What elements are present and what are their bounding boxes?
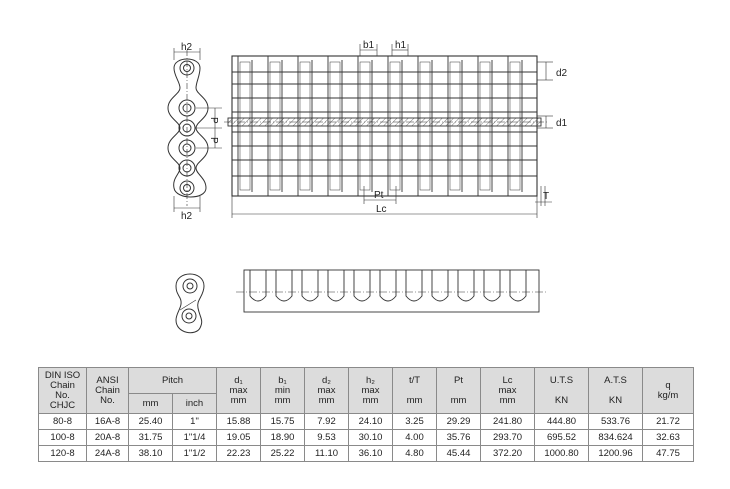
table-cell: 21.72 <box>643 414 694 430</box>
table-cell: 4.00 <box>393 430 437 446</box>
offset-link-plate <box>276 270 292 301</box>
table-cell: 4.80 <box>393 446 437 462</box>
label-p-lower: P <box>208 137 219 144</box>
header-q: q kg/m <box>643 368 694 414</box>
label-pt: Pt <box>374 190 384 201</box>
header-pitch-mm: mm <box>129 394 173 414</box>
label-h2-bottom: h2 <box>181 211 193 222</box>
table-cell: 18.90 <box>261 430 305 446</box>
header-d2: d₂ max mm <box>305 368 349 414</box>
lower-side-strand <box>236 270 547 312</box>
table-cell: 24A-8 <box>87 446 129 462</box>
table-cell: 1000.80 <box>535 446 589 462</box>
offset-link-plate <box>302 270 318 301</box>
label-d1: d1 <box>556 118 568 129</box>
header-pt: Pt mm <box>437 368 481 414</box>
table-cell: 22.23 <box>217 446 261 462</box>
label-b1: b1 <box>363 40 375 51</box>
table-cell: 32.63 <box>643 430 694 446</box>
offset-link-plate <box>484 270 500 301</box>
table-row <box>39 414 694 430</box>
table-cell: 444.80 <box>535 414 589 430</box>
header-ansi: ANSI Chain No. <box>87 368 129 414</box>
offset-link-plate <box>406 270 422 301</box>
table-cell: 100-8 <box>39 430 87 446</box>
table-cell: 293.70 <box>481 430 535 446</box>
offset-link-plate <box>432 270 448 301</box>
header-din: DIN ISO Chain No. CHJC <box>39 368 87 414</box>
table-cell: 1200.96 <box>589 446 643 462</box>
table-cell: 834.624 <box>589 430 643 446</box>
label-p-upper: P <box>208 117 219 124</box>
lower-side-link <box>176 274 204 333</box>
table-cell: 19.05 <box>217 430 261 446</box>
header-tt: t/T mm <box>393 368 437 414</box>
table-cell: 16A-8 <box>87 414 129 430</box>
table-cell: 1" <box>173 414 217 430</box>
header-b1: b₁ min mm <box>261 368 305 414</box>
table-cell: 1"1/4 <box>173 430 217 446</box>
label-d2: d2 <box>556 68 568 79</box>
table-cell: 15.88 <box>217 414 261 430</box>
offset-link-plate <box>510 270 526 301</box>
header-pitch: Pitch <box>129 368 217 394</box>
offset-link-plate <box>458 270 474 301</box>
table-cell: 35.76 <box>437 430 481 446</box>
table-cell: 9.53 <box>305 430 349 446</box>
table-cell: 11.10 <box>305 446 349 462</box>
header-lc: Lc max mm <box>481 368 535 414</box>
header-h2: h₂ max mm <box>349 368 393 414</box>
table-cell: 695.52 <box>535 430 589 446</box>
table-cell: 15.75 <box>261 414 305 430</box>
label-lc: Lc <box>376 204 387 215</box>
table-cell: 38.10 <box>129 446 173 462</box>
table-cell: 30.10 <box>349 430 393 446</box>
offset-link-plate <box>250 270 266 301</box>
table-cell: 1"1/2 <box>173 446 217 462</box>
offset-link-plate <box>328 270 344 301</box>
table-cell: 36.10 <box>349 446 393 462</box>
table-cell: 80-8 <box>39 414 87 430</box>
table-cell: 533.76 <box>589 414 643 430</box>
label-h2-top: h2 <box>181 42 193 53</box>
header-ats: A.T.S KN <box>589 368 643 414</box>
label-t: T <box>543 191 550 202</box>
table-cell: 120-8 <box>39 446 87 462</box>
table-cell: 47.75 <box>643 446 694 462</box>
header-uts: U.T.S KN <box>535 368 589 414</box>
offset-link-plate <box>354 270 370 301</box>
table-cell: 241.80 <box>481 414 535 430</box>
chain-spec-table <box>38 367 694 462</box>
side-view-links <box>168 48 222 212</box>
label-h1: h1 <box>395 40 407 51</box>
table-cell: 372.20 <box>481 446 535 462</box>
table-cell: 31.75 <box>129 430 173 446</box>
table-cell: 24.10 <box>349 414 393 430</box>
table-row <box>39 446 694 462</box>
table-cell: 20A-8 <box>87 430 129 446</box>
table-cell: 29.29 <box>437 414 481 430</box>
header-d1: d₁ max mm <box>217 368 261 414</box>
table-cell: 45.44 <box>437 446 481 462</box>
table-row <box>39 430 694 446</box>
table-cell: 3.25 <box>393 414 437 430</box>
table-cell: 25.40 <box>129 414 173 430</box>
table-cell: 7.92 <box>305 414 349 430</box>
table-cell: 25.22 <box>261 446 305 462</box>
offset-link-plate <box>380 270 396 301</box>
top-view-chain <box>224 44 553 218</box>
header-pitch-inch: inch <box>173 394 217 414</box>
